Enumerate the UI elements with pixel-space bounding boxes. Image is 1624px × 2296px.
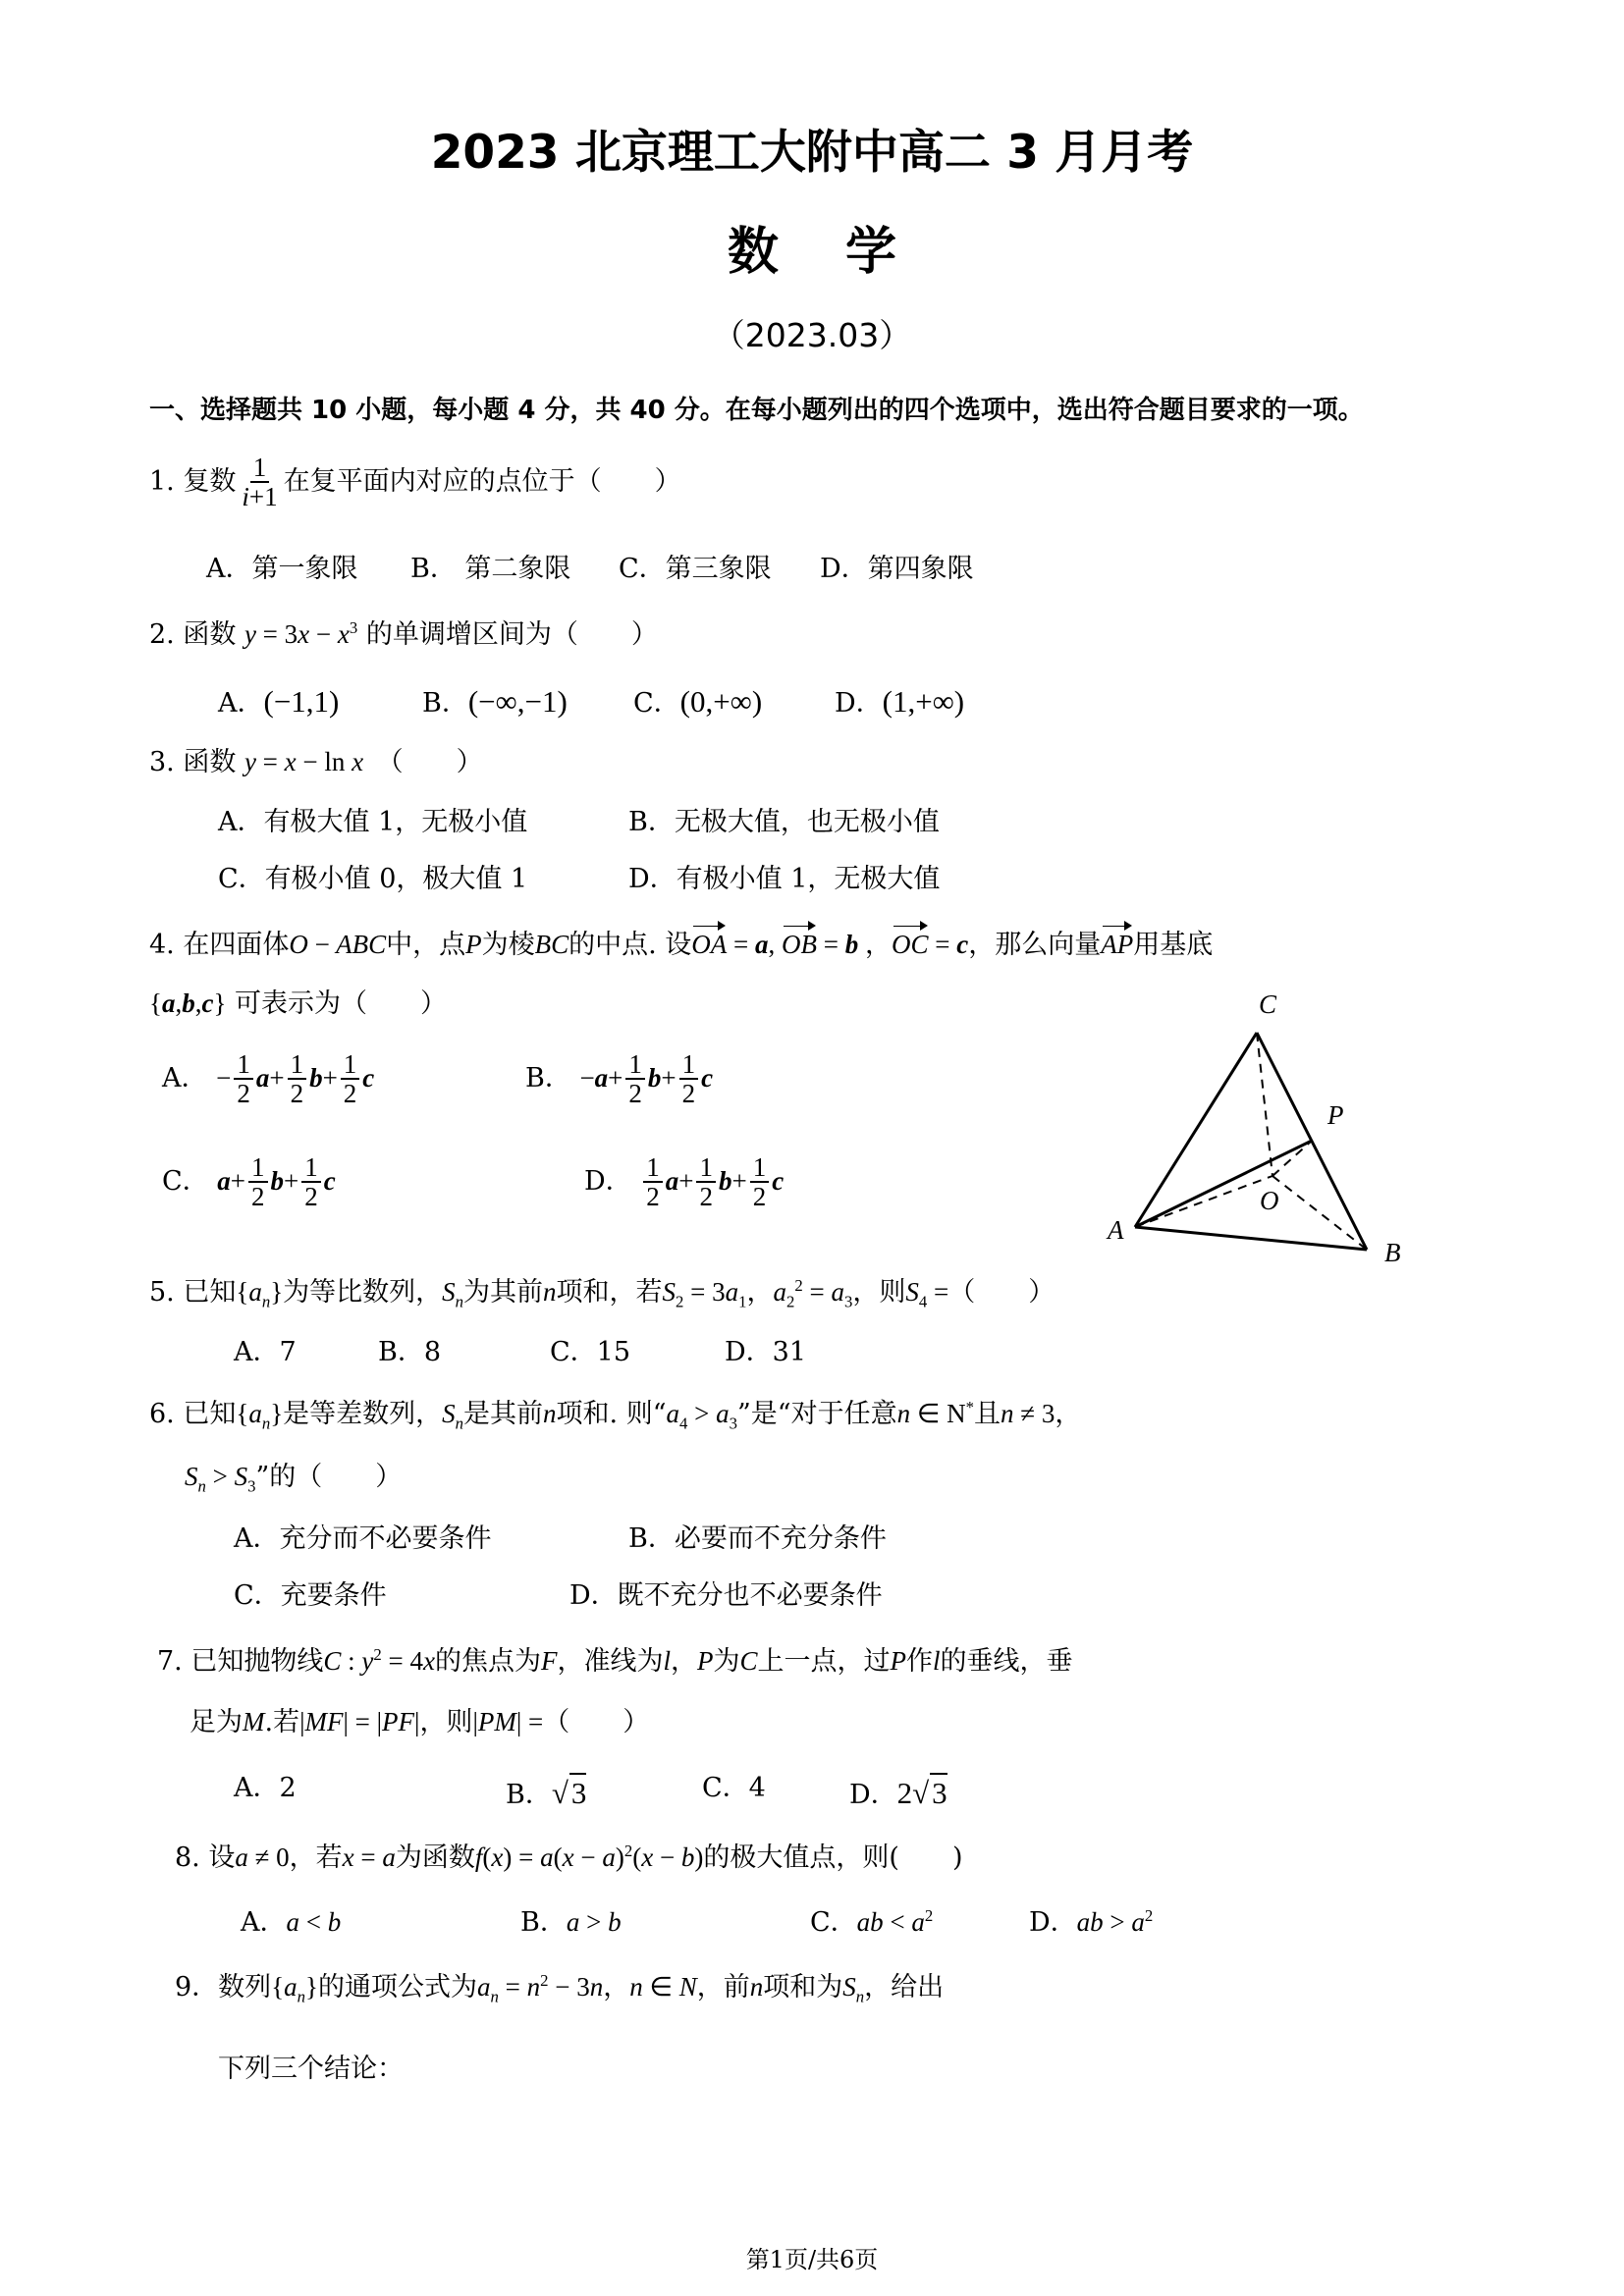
q2-option-a-label: A．: [218, 688, 264, 719]
q6-ineq: $S_n > S_3$: [185, 1462, 256, 1496]
question-9: [175, 1971, 944, 2006]
q8-text1: ，若: [289, 1842, 343, 1873]
q1-option-c: C．第三象限: [619, 554, 772, 584]
q5-n: n: [543, 1277, 557, 1307]
q5-option-d: D．31: [725, 1337, 807, 1367]
q4-option-d: D． $\frac{1}{2}$ a+ $\frac{1}{2}$ b+ $\frac{1}{2}$ c: [584, 1152, 785, 1212]
q4-text5: 用基底: [1133, 930, 1214, 960]
q4-p: P: [465, 930, 482, 959]
q4-option-a: A． − $\frac{1}{2}$ a+ $\frac{1}{2}$ b+ $\frac{1}{2}$ c: [162, 1049, 375, 1109]
label-c: C: [1259, 989, 1277, 1019]
q7-option-d: D．2√3: [849, 1773, 947, 1811]
q4-option-c: C． a+ $\frac{1}{2}$ b+ $\frac{1}{2}$ c: [162, 1152, 336, 1212]
q1-prefix: 1. 复数: [149, 465, 237, 497]
q9-text4: ，给出: [864, 1972, 945, 2002]
q5-text3: 项和，若: [556, 1277, 663, 1308]
q2-suffix: 的单调增区间为（ ）: [365, 619, 658, 650]
q6-text3: 项和. 则“: [556, 1399, 667, 1429]
q2-option-d: D．(1,+∞): [835, 684, 965, 719]
q4-basis: {a,b,c}: [149, 988, 227, 1018]
q8-x: x = a: [342, 1842, 396, 1872]
q6-prefix: 6. 已知: [149, 1399, 237, 1429]
q8-option-d-label: D．: [1029, 1907, 1077, 1938]
q4-option-d-label: D．: [584, 1165, 632, 1197]
q8-option-c-label: C．: [810, 1907, 857, 1938]
edge-ob: [1272, 1176, 1367, 1250]
q7-line2: [189, 1706, 649, 1738]
q7-p: P: [696, 1646, 714, 1676]
q7-option-b-label: B．: [506, 1780, 552, 1810]
q6-option-a: A．充分而不必要条件: [234, 1523, 492, 1554]
q2-option-c: C．(0,+∞): [633, 684, 763, 719]
q7-pm: |PM| =: [472, 1707, 544, 1736]
q4-tetra: O − ABC: [289, 930, 387, 959]
q3-suffix: （ ）: [390, 747, 483, 777]
q7-line2-suffix: （ ）: [543, 1707, 650, 1737]
q2-option-b-label: B．: [422, 688, 468, 719]
q6-option-b: B．必要而不充分条件: [628, 1523, 887, 1554]
q7-text2: ，准线为: [557, 1646, 664, 1677]
q6-option-d: D．既不充分也不必要条件: [569, 1580, 883, 1611]
q5-option-a: A．7: [234, 1337, 297, 1367]
q4-bc: BC: [534, 930, 569, 959]
question-5: [149, 1276, 1055, 1311]
q7-f: F: [540, 1646, 558, 1676]
q2-prefix: 2. 函数: [149, 619, 237, 650]
q9-text2: ，前: [696, 1972, 750, 2002]
label-a: A: [1108, 1215, 1124, 1245]
q4-text2: 为棱: [481, 930, 535, 960]
q1-frac-den: i+1: [242, 482, 278, 512]
q4-vectors: OA = a, OB = b ，OC = c: [691, 930, 969, 959]
q8-prefix: 8. 设: [175, 1842, 236, 1873]
q5-text4: ，则: [852, 1277, 906, 1308]
edge-ab: [1135, 1227, 1367, 1250]
q5-s4: $S_4$ =: [905, 1277, 949, 1311]
q1-fraction: [239, 454, 280, 511]
label-b: B: [1384, 1238, 1401, 1267]
q5-option-b: B．8: [378, 1337, 442, 1367]
edge-ao: [1135, 1176, 1272, 1227]
q5-cond: $S_2 = 3a_1$，$a_2^2 = a_3$: [662, 1276, 853, 1311]
q7-text3: 为: [713, 1646, 740, 1677]
q9-n: n: [749, 1972, 764, 2002]
q3-option-c: C．有极小值 0，极大值 1: [218, 864, 528, 894]
q5-seq: $\{a_n\}$: [236, 1277, 284, 1311]
q4-text1: 中，点: [386, 930, 466, 960]
q7-eq: |MF| = |PF|: [299, 1707, 420, 1736]
q9-prefix: 9．数列: [175, 1972, 272, 2002]
q5-option-c: C．15: [550, 1337, 631, 1367]
q8-text2: 为函数: [395, 1842, 475, 1873]
q4-option-b-label: B．: [525, 1062, 571, 1094]
q3-formula: y = x − ln x: [244, 747, 364, 776]
q8-a: a ≠ 0: [235, 1842, 290, 1872]
page-number: 第1页/共6页: [745, 2246, 879, 2273]
question-3: [149, 746, 483, 778]
q4-option-c-label: C．: [162, 1165, 209, 1197]
q8-option-b-label: B．: [520, 1907, 567, 1938]
q7-l2: l: [932, 1646, 941, 1676]
q7-option-a: A．2: [234, 1773, 297, 1803]
q7-p2: P: [890, 1646, 906, 1676]
label-p: P: [1327, 1100, 1344, 1130]
q1-option-b: B． 第二象限: [410, 554, 571, 584]
question-1: [149, 454, 681, 511]
q4-option-a-label: A．: [162, 1062, 208, 1094]
exam-date: （2023.03）: [712, 316, 912, 354]
q9-text1: 的通项公式为: [318, 1972, 477, 2002]
q6-text1: 是等差数列，: [283, 1399, 443, 1429]
q7-line2-text: .若: [264, 1707, 300, 1737]
q5-text2: 为其前: [463, 1277, 544, 1308]
q7-line2-prefix: 足为: [189, 1707, 243, 1737]
q5-suffix: （ ）: [948, 1277, 1056, 1308]
q2-option-c-label: C．: [633, 688, 680, 719]
q6-line2: [185, 1461, 402, 1496]
q8-text3: 的极大值点，则( ): [703, 1842, 963, 1873]
q6-text2: 是其前: [463, 1399, 544, 1429]
q1-option-d: D．第四象限: [820, 554, 974, 584]
q7-option-b: B．√3: [506, 1773, 586, 1811]
q4-ap: AP: [1101, 930, 1134, 959]
q1-suffix: 在复平面内对应的点位于（ ）: [283, 465, 681, 497]
question-8: [175, 1842, 963, 1874]
q1-option-a: A．第一象限: [206, 554, 358, 584]
q4-text3: 的中点. 设: [568, 930, 692, 960]
q4-option-b: B． −a+ $\frac{1}{2}$ b+ $\frac{1}{2}$ c: [525, 1049, 714, 1109]
q7-l: l: [663, 1646, 671, 1676]
q7-text5: 作: [905, 1646, 933, 1677]
q5-prefix: 5. 已知: [149, 1277, 237, 1308]
q7-text1: 的焦点为: [434, 1646, 541, 1677]
q6-cond: $a_4 > a_3$: [666, 1399, 737, 1433]
question-4: [149, 929, 1213, 961]
label-o: O: [1260, 1186, 1279, 1215]
q7-option-c: C．4: [702, 1773, 766, 1803]
q9-text3: 项和为: [763, 1972, 843, 2002]
q6-sn: $S_n$: [442, 1399, 464, 1433]
q9-seq: $\{a_n\}$: [271, 1972, 318, 2006]
question-2: [149, 618, 658, 651]
q4-prefix: 4. 在四面体: [149, 930, 290, 960]
q4-text4: ，那么向量: [968, 930, 1102, 960]
q8-option-a: A．a < b: [241, 1907, 342, 1938]
q8-option-d: D．ab > $a^2$: [1029, 1906, 1154, 1938]
q6-text4: ”是“对于任意: [736, 1399, 897, 1429]
q5-sn: $S_n$: [442, 1277, 464, 1311]
section-heading: 一、选择题共 10 小题，每小题 4 分，共 40 分。在每小题列出的四个选项中，选出符合题目要求的一项。: [149, 396, 1364, 425]
question-6: [149, 1398, 1081, 1433]
q6-neq: n ≠ 3，: [1001, 1399, 1082, 1428]
q9-sn: $S_n$: [842, 1972, 865, 2006]
q7-parabola: C : $y^2 = 4x$: [323, 1645, 435, 1676]
q1-frac-num: 1: [250, 454, 270, 483]
q2-option-d-label: D．: [835, 688, 883, 719]
q4-line2: [149, 988, 447, 1020]
exam-title: 2023 北京理工大附中高二 3 月月考: [430, 126, 1194, 180]
q2-formula: $y = 3x - x^3$: [244, 618, 358, 649]
q7-m: M: [243, 1707, 265, 1736]
tetrahedron-figure: [1080, 982, 1434, 1276]
subject-title: 数学: [727, 223, 963, 282]
q6-option-c: C．充要条件: [234, 1580, 387, 1611]
q9-formula: $a_n = n^2 - 3n$，n ∈ N: [477, 1971, 697, 2006]
q3-option-a: A．有极大值 1，无极小值: [218, 807, 528, 837]
q3-option-b: B．无极大值，也无极小值: [628, 807, 940, 837]
q4-line2-suffix: 可表示为（ ）: [235, 988, 448, 1019]
q7-prefix: 7. 已知抛物线: [157, 1646, 324, 1677]
q2-option-a: A．(−1,1): [218, 684, 340, 719]
q3-prefix: 3. 函数: [149, 747, 237, 777]
q6-line2-suffix: ”的（ ）: [255, 1462, 403, 1492]
q2-option-b: B．(−∞,−1): [422, 684, 568, 719]
q5-text1: 为等比数列，: [283, 1277, 443, 1308]
q6-text5: 且: [974, 1399, 1001, 1429]
q8-func: $f(x) = a(x - a)^2(x - b)$: [474, 1842, 704, 1872]
q7-line2-text2: ，则: [419, 1707, 473, 1737]
q7-option-d-label: D．: [849, 1780, 897, 1810]
q6-set: n ∈ N*: [896, 1398, 974, 1428]
q8-option-a-label: A．: [241, 1907, 287, 1938]
question-7: 7. 已知抛物线C : $y^2 = 4x$的焦点为F，准线为l，P为C上一点，过P作l的垂线，垂: [157, 1645, 1073, 1677]
q8-option-c: C．ab < $a^2$: [810, 1906, 934, 1938]
q7-text6: 的垂线，垂: [940, 1646, 1073, 1677]
q6-seq: $\{a_n\}$: [236, 1399, 284, 1433]
q9-line2: 下列三个结论：: [218, 2054, 404, 2084]
q7-c: C: [739, 1646, 758, 1676]
q8-option-b: B．a > b: [520, 1907, 622, 1938]
q3-option-d: D．有极小值 1，无极大值: [628, 864, 941, 894]
q6-n: n: [543, 1399, 557, 1428]
q7-text4: 上一点，过: [757, 1646, 891, 1677]
edge-co: [1257, 1033, 1272, 1176]
